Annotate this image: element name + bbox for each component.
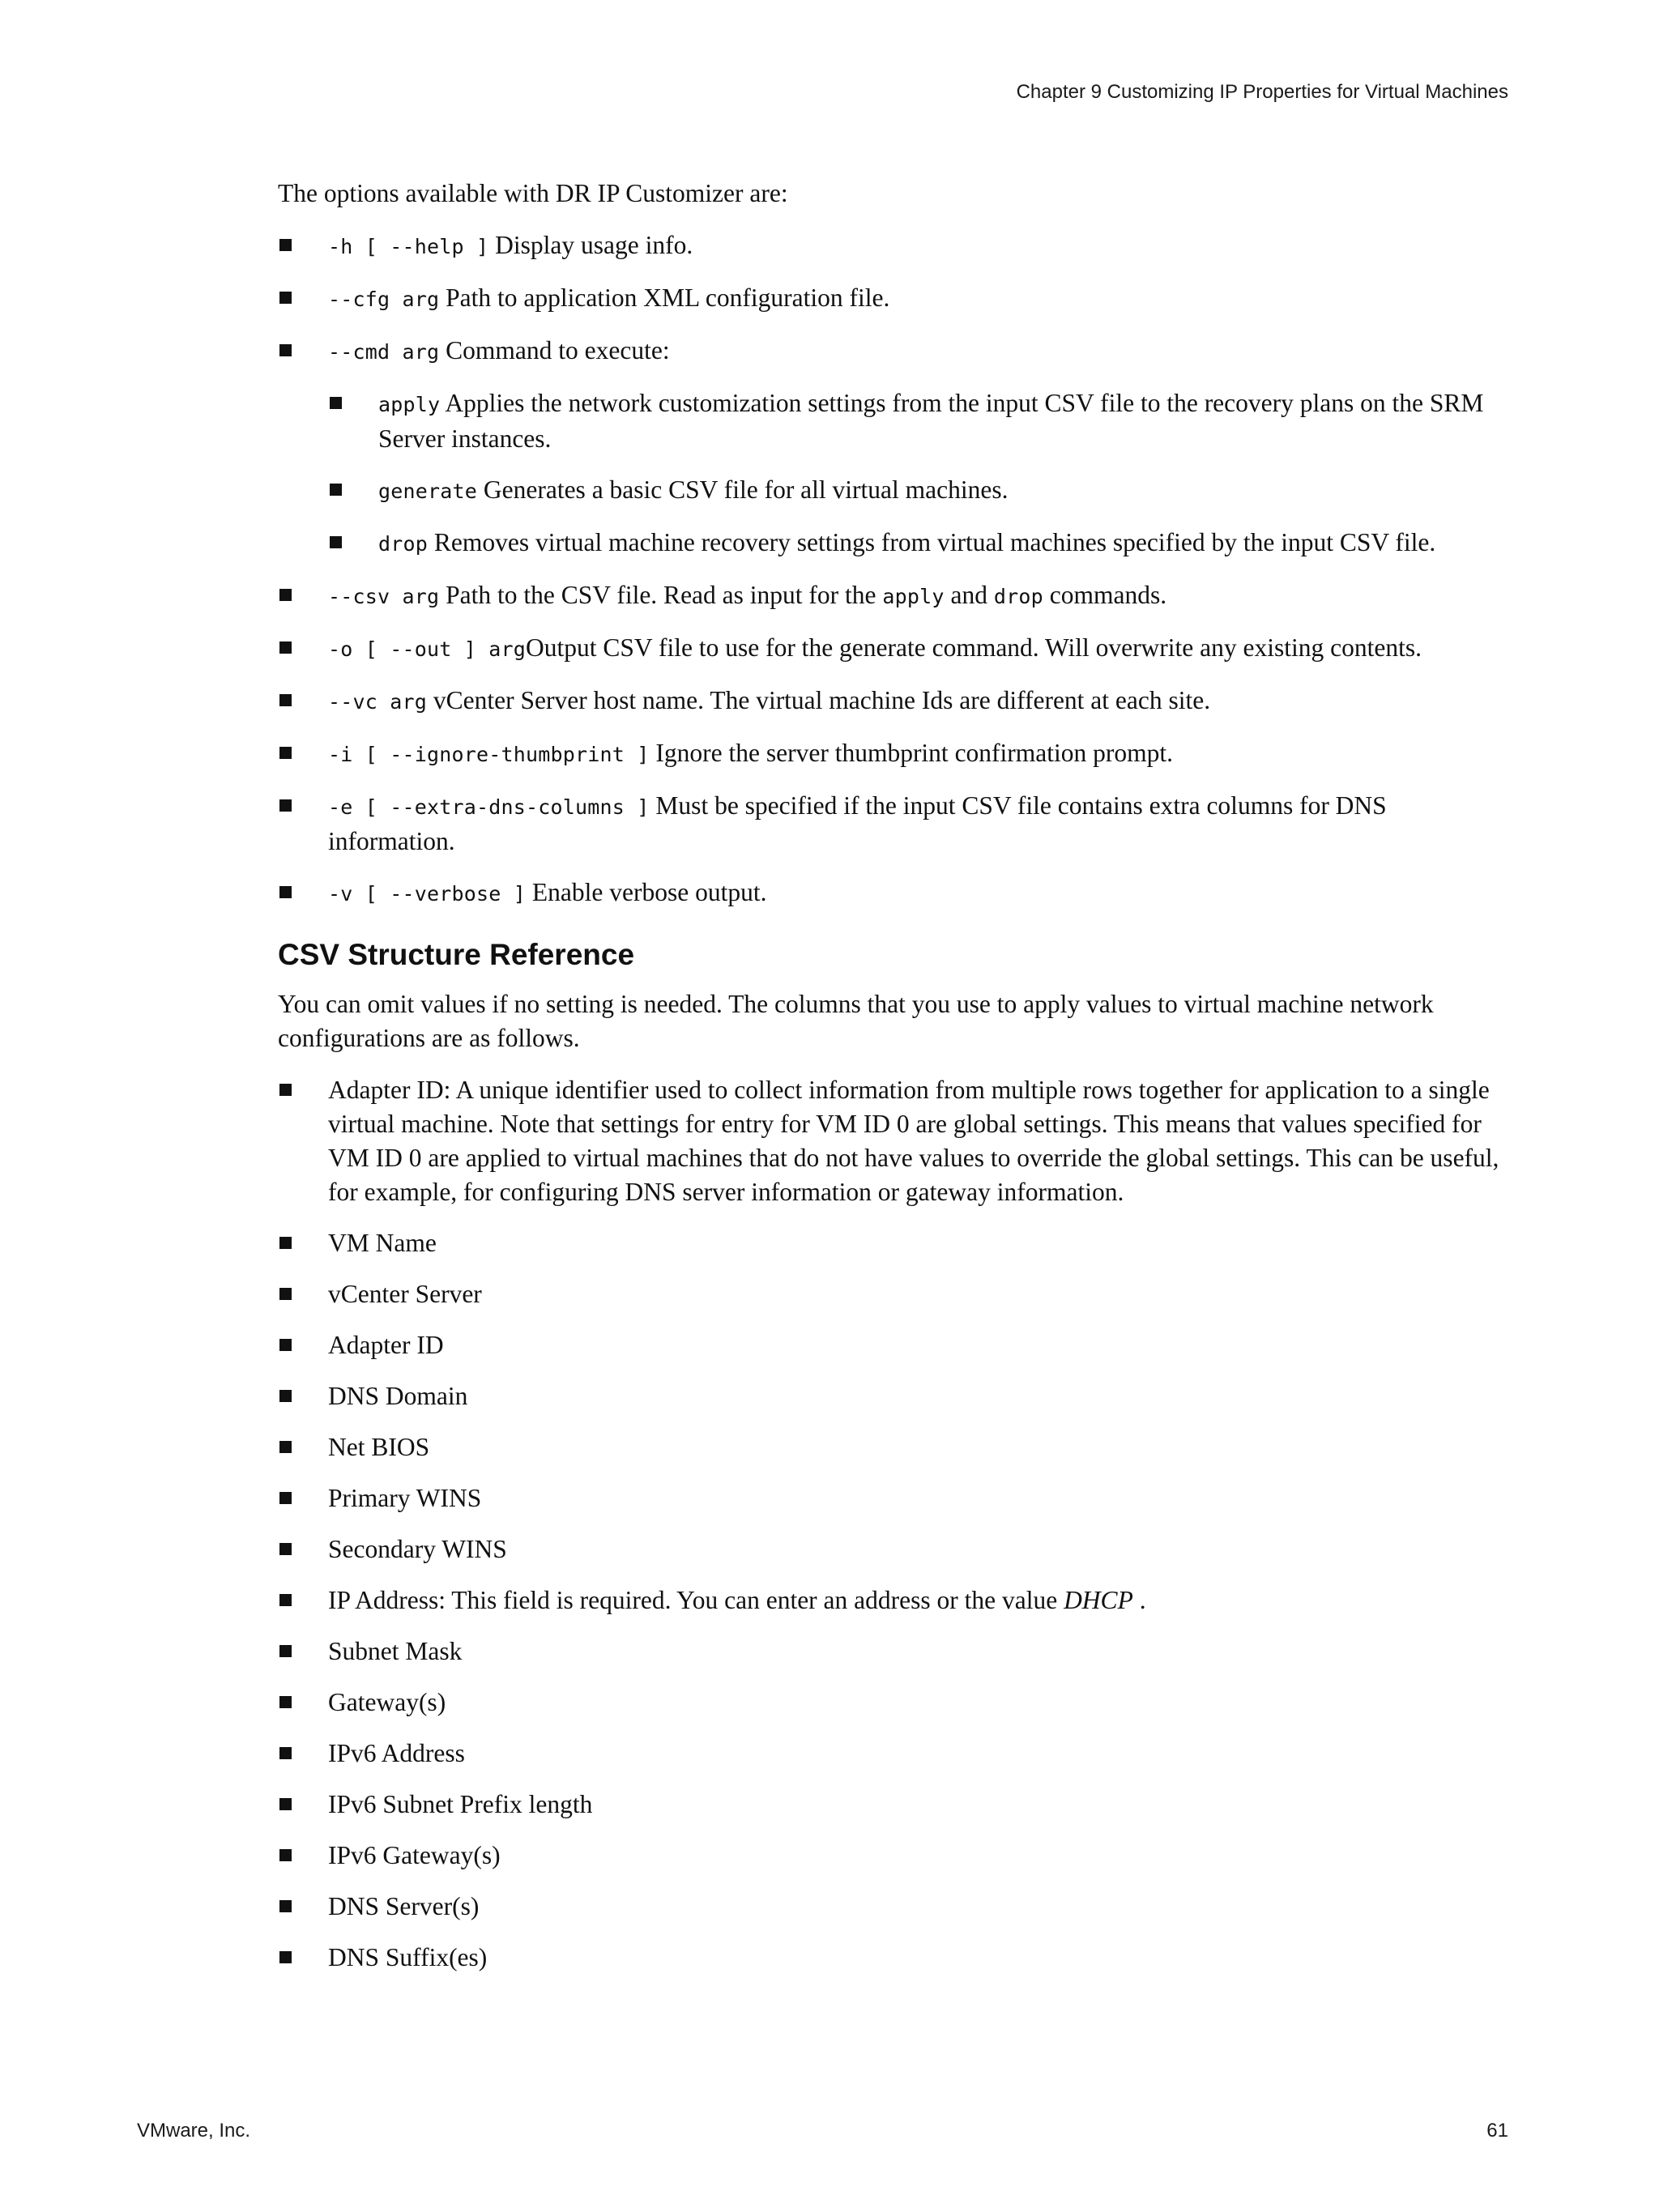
list-item: Adapter ID xyxy=(278,1328,1508,1362)
section-intro: You can omit values if no setting is needed. The columns that you use to apply values to virtual machine network configurations are as follows. xyxy=(278,990,1434,1052)
option-extra-dns-columns xyxy=(278,789,1508,859)
option-description: Path to application XML configuration file. xyxy=(439,283,890,312)
option-description: Output CSV file to use for the generate command. Will overwrite any existing contents. xyxy=(526,633,1422,662)
section-heading: CSV Structure Reference xyxy=(278,938,635,971)
option-code: --cmd arg xyxy=(328,340,440,364)
list-item: DNS Server(s) xyxy=(278,1890,1508,1924)
option-code: -h [ --help ] xyxy=(328,235,489,258)
options-intro: The options available with DR IP Customizer are: xyxy=(278,179,788,207)
option-description-end: commands. xyxy=(1043,581,1167,609)
cmd-description: Generates a basic CSV file for all virtual machines. xyxy=(477,475,1009,504)
cmd-generate xyxy=(328,473,1508,509)
option-code: -v [ --verbose ] xyxy=(328,882,527,906)
option-description: Enable verbose output. xyxy=(526,878,767,906)
cmd-code: generate xyxy=(378,479,478,503)
option-description: Must be specified if the input CSV file contains extra columns for DNS information. xyxy=(328,791,1387,855)
list-item: Net BIOS xyxy=(278,1430,1508,1464)
list-item: IPv6 Subnet Prefix length xyxy=(278,1788,1508,1822)
page-content xyxy=(278,177,1508,1992)
cmd-code: apply xyxy=(378,393,441,416)
option-code: -o [ --out ] arg xyxy=(328,637,527,661)
list-item: Secondary WINS xyxy=(278,1532,1508,1566)
inline-code-apply: apply xyxy=(882,585,945,608)
list-item-ip-address xyxy=(278,1583,1508,1617)
footer-company: VMware, Inc. xyxy=(137,2120,251,2142)
list-item: IPv6 Gateway(s) xyxy=(278,1839,1508,1873)
cmd-description: Applies the network customization settings from the input CSV file to the recovery plans on the SRM Server instances. xyxy=(378,389,1484,453)
option-description: Display usage info. xyxy=(488,231,693,259)
footer-page-number: 61 xyxy=(1486,2120,1508,2142)
running-header: Chapter 9 Customizing IP Properties for Virtual Machines xyxy=(1016,81,1508,103)
list-item: Adapter ID: A unique identifier used to collect information from multiple rows together for application to a single virtual machine. Note that settings for entry for VM ID 0 are global settings. This means that values specified for VM ID 0 are applied to virtual machines that do not have values to override the global settings. This can be useful, for example, for configuring DNS server information or gateway information. xyxy=(278,1073,1508,1209)
list-item: Primary WINS xyxy=(278,1481,1508,1515)
ip-address-end: . xyxy=(1132,1586,1146,1614)
option-code: --vc arg xyxy=(328,690,428,714)
option-verbose xyxy=(278,876,1508,911)
option-out xyxy=(278,631,1508,667)
csv-columns-list xyxy=(278,1073,1508,1975)
ip-address-value: DHCP xyxy=(1064,1586,1133,1614)
option-description: Command to execute: xyxy=(439,336,670,364)
list-item: IPv6 Address xyxy=(278,1737,1508,1771)
option-ignore-thumbprint xyxy=(278,736,1508,772)
option-code: --cfg arg xyxy=(328,288,440,311)
cmd-code: drop xyxy=(378,532,429,556)
list-item: DNS Suffix(es) xyxy=(278,1941,1508,1975)
option-description: vCenter Server host name. The virtual machine Ids are different at each site. xyxy=(427,686,1211,714)
option-csv xyxy=(278,578,1508,614)
option-description-cont: and xyxy=(944,581,994,609)
inline-code-drop: drop xyxy=(993,585,1043,608)
option-description: Ignore the server thumbprint confirmation prompt. xyxy=(649,739,1174,767)
list-item: VM Name xyxy=(278,1226,1508,1260)
cmd-apply xyxy=(328,386,1508,456)
list-item: DNS Domain xyxy=(278,1379,1508,1413)
option-help xyxy=(278,228,1508,264)
ip-address-text: IP Address: This field is required. You can enter an address or the value xyxy=(328,1586,1064,1614)
list-item: Gateway(s) xyxy=(278,1686,1508,1720)
list-item: Subnet Mask xyxy=(278,1634,1508,1669)
options-list xyxy=(278,228,1508,911)
option-code: --csv arg xyxy=(328,585,440,608)
cmd-sub-list xyxy=(328,386,1508,561)
option-code: -i [ --ignore-thumbprint ] xyxy=(328,743,650,766)
option-description: Path to the CSV file. Read as input for the xyxy=(439,581,883,609)
option-cfg xyxy=(278,281,1508,317)
option-vc xyxy=(278,684,1508,719)
list-item: vCenter Server xyxy=(278,1277,1508,1311)
option-code: -e [ --extra-dns-columns ] xyxy=(328,795,650,819)
cmd-description: Removes virtual machine recovery settings from virtual machines specified by the input CSV file. xyxy=(428,528,1436,556)
option-cmd xyxy=(278,334,1508,561)
cmd-drop xyxy=(328,526,1508,561)
